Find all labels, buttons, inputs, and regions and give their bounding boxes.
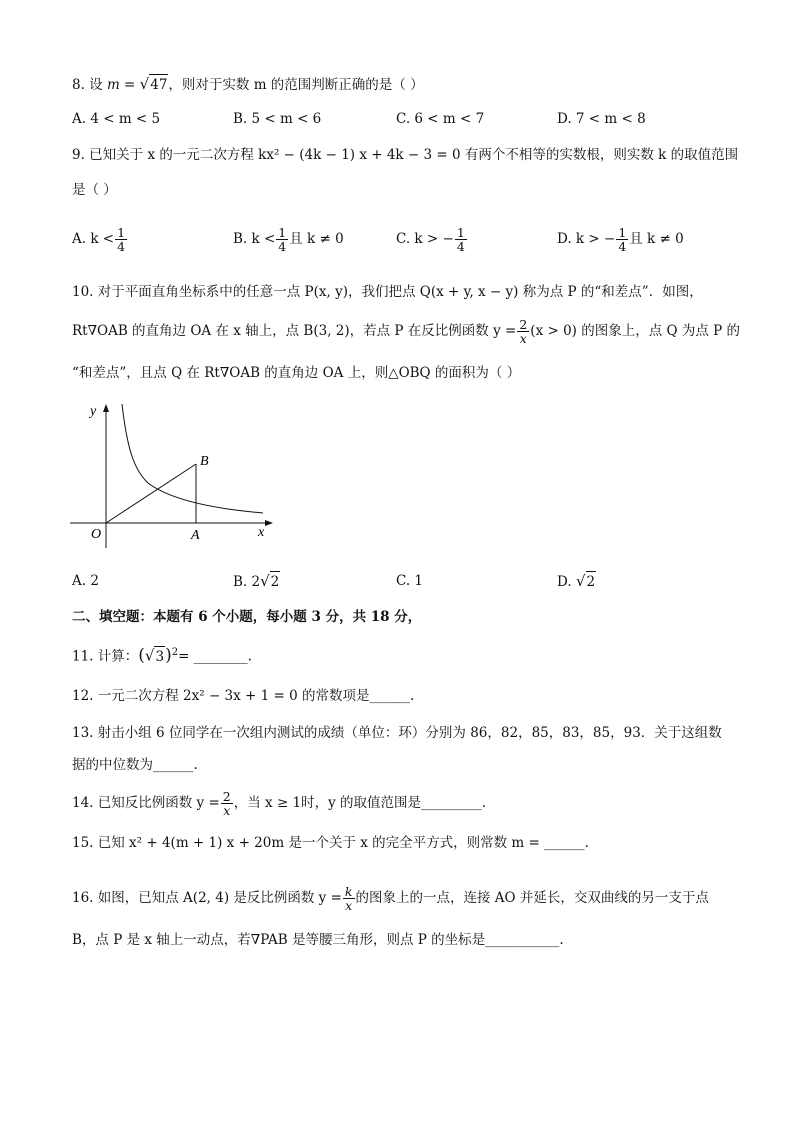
q8-radicand: 47 xyxy=(149,74,168,95)
point-a-label: A xyxy=(191,528,200,543)
x-axis-label: x xyxy=(258,525,265,540)
q10-stem-line3: “和差点”，且点 Q 在 Rt∇OAB 的直角边 OA 上，则△OBQ 的面积为（ ） xyxy=(72,365,521,381)
q8-option-a: A. 4 < m < 5 xyxy=(72,111,161,127)
q9-stem-line1: 9. 已知关于 x 的一元二次方程 kx² − (4k − 1) x + 4k − 3 = 0 有两个不相等的实数根，则实数 k 的取值范围 xyxy=(72,147,739,163)
section-fill-in-title: 二、填空题：本题有 6 个小题，每小题 3 分，共 18 分， xyxy=(72,609,422,625)
q14-stem: 14. 已知反比例函数 y = $\frac{2}{x}$ ，当 x ≥ 1时，y 的取值范围是_________. xyxy=(72,789,487,818)
q9-option-b: B. k < $\frac{1}{4}$ 且 k ≠ 0 xyxy=(233,225,344,254)
q8-stem: 8. 设 m = √47，则对于实数 m 的范围判断正确的是（ ） xyxy=(72,75,424,93)
q8-option-d: D. 7 < m < 8 xyxy=(557,111,646,127)
q9-b-fraction: $\frac{1}{4}$ xyxy=(278,225,287,254)
q16-stem-line2: B，点 P 是 x 轴上一动点，若∇PAB 是等腰三角形，则点 P 的坐标是___________. xyxy=(72,932,564,948)
q13-stem-line2: 据的中位数为______. xyxy=(72,757,198,773)
q10-option-c: C. 1 xyxy=(396,573,424,589)
q16-stem-line1: 16. 如图，已知点 A(2, 4) 是反比例函数 y = $\frac{k}{x}$ 的图象上的一点，连接 AO 并延长，交双曲线的另一支于点 xyxy=(72,884,709,913)
q8-option-b: B. 5 < m < 6 xyxy=(233,111,322,127)
q9-option-c: C. k > − $\frac{1}{4}$ xyxy=(396,225,465,254)
q8-option-c: C. 6 < m < 7 xyxy=(396,111,485,127)
y-axis-label: y xyxy=(90,404,97,419)
q10-stem-line2: Rt∇OAB 的直角边 OA 在 x 轴上，点 B(3, 2)，若点 P 在反比例函数 y = $\frac{2}{x}$ (x > 0) 的图象上，点 Q 为点 P 的 xyxy=(72,317,741,346)
q9-c-fraction: $\frac{1}{4}$ xyxy=(456,225,465,254)
q16-fraction: $\frac{k}{x}$ xyxy=(344,884,353,913)
hyperbola-curve xyxy=(122,404,263,513)
q12-stem: 12. 一元二次方程 2x² − 3x + 1 = 0 的常数项是______. xyxy=(72,688,415,704)
q11-stem: 11. 计算：$(√3)^2=$ ________. xyxy=(72,645,252,666)
q9-option-a: A. k < $\frac{1}{4}$ xyxy=(72,225,126,254)
y-axis-arrow xyxy=(103,404,109,412)
q15-stem: 15. 已知 x² + 4(m + 1) x + 20m 是一个关于 x 的完全平方式，则常数 m = ______. xyxy=(72,835,589,851)
q9-a-fraction: $\frac{1}{4}$ xyxy=(117,225,126,254)
q10-stem-line1: 10. 对于平面直角坐标系中的任意一点 P(x, y)，我们把点 Q(x + y, x − y) 称为点 P 的“和差点”．如图， xyxy=(72,284,703,300)
q9-option-d: D. k > − $\frac{1}{4}$ 且 k ≠ 0 xyxy=(557,225,684,254)
origin-label: O xyxy=(91,527,102,542)
q10-option-b: B. 2√2 xyxy=(233,572,280,590)
q14-fraction: $\frac{2}{x}$ xyxy=(222,789,231,818)
q9-stem-line2: 是（ ） xyxy=(72,182,117,198)
q9-d-fraction: $\frac{1}{4}$ xyxy=(618,225,627,254)
x-axis-arrow xyxy=(265,520,273,526)
q10-fraction: $\frac{2}{x}$ xyxy=(519,317,528,346)
q10-option-a: A. 2 xyxy=(72,573,99,589)
q10-figure xyxy=(70,398,280,548)
q10-option-d: D. √2 xyxy=(557,572,596,590)
point-b-label: B xyxy=(200,454,209,469)
segment-ob xyxy=(106,464,196,523)
q13-stem-line1: 13. 射击小组 6 位同学在一次组内测试的成绩（单位：环）分别为 86，82，85，83，85，93．关于这组数 xyxy=(72,725,722,741)
